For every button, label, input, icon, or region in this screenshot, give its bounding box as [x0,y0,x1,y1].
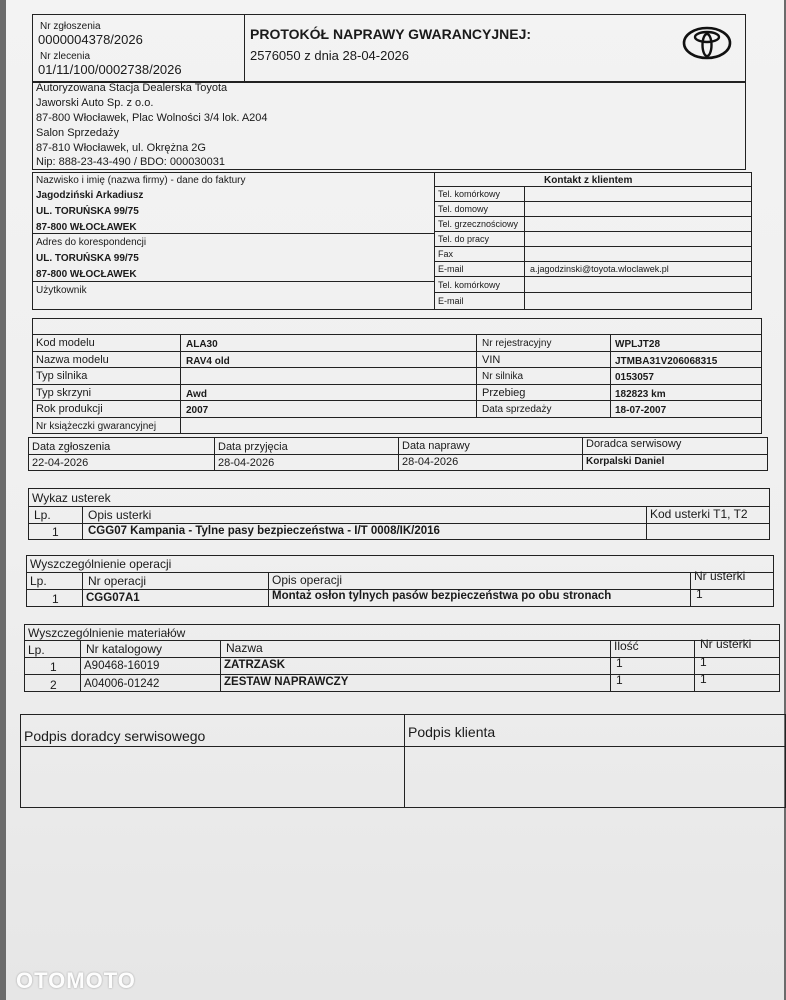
contact-label: Tel. do pracy [438,234,490,244]
nr-zlecenia-value: 01/11/100/0002738/2026 [38,62,182,77]
contact-label: Fax [438,249,454,259]
mileage-value: 182823 km [615,389,666,400]
user-label: Użytkownik [36,285,87,296]
material-fault-number: 1 [700,672,707,686]
gearbox-value: Awd [186,389,207,400]
model-code-value: ALA30 [186,339,218,350]
correspondence-label: Adres do korespondencji [36,237,147,248]
dealer-line: Nip: 888-23-43-490 / BDO: 000030031 [36,156,225,168]
contact-email-value: a.jagodzinski@toyota.wloclawek.pl [530,264,669,274]
registration-value: WPLJT28 [615,339,661,350]
production-year-value: 2007 [186,405,209,416]
vehicle-label: Typ skrzyni [36,387,92,399]
sale-date-value: 18-07-2007 [615,405,667,416]
dealer-line: Jaworski Auto Sp. z o.o. [36,97,154,109]
client-signature-field[interactable] [405,747,785,807]
material-name: ZESTAW NAPRAWCZY [224,676,349,688]
client-name-label: Nazwisko i imię (nazwa firmy) - dane do faktury [36,175,246,186]
vehicle-label: Kod modelu [36,337,95,349]
vehicle-label: Przebieg [482,387,526,399]
toyota-logo [682,26,732,60]
contact-label: Tel. domowy [438,204,489,214]
engine-number-value: 0153057 [615,372,654,383]
fault-description: CGG07 Kampania - Tylne pasy bezpieczeństwa - I/T 0008/IK/2016 [88,525,440,537]
vehicle-label: Nr książeczki gwarancyjnej [36,421,157,432]
col-fault-description: Opis usterki [88,508,152,522]
vin-value: JTMBA31V206068315 [615,356,718,367]
col-quantity: Ilość [614,639,639,653]
dealer-line: 87-800 Włocławek, Plac Wolności 3/4 lok. A204 [36,112,268,124]
date-label: Doradca serwisowy [586,438,682,450]
contact-label: Tel. komórkowy [438,189,501,199]
correspondence-city: 87-800 WŁOCŁAWEK [36,269,137,280]
material-catalog-number: A90468-16019 [84,660,160,672]
vehicle-label: VIN [482,354,501,366]
otomoto-watermark: OTOMOTO [16,968,136,993]
repair-date-value: 28-04-2026 [402,456,459,468]
col-lp: Lp. [34,508,51,522]
material-quantity: 1 [616,673,623,687]
contact-label: E-mail [438,264,464,274]
col-fault-code: Kod usterki T1, T2 [650,507,748,521]
advisor-signature-field[interactable] [21,747,403,807]
vehicle-label: Nazwa modelu [36,354,109,366]
col-lp: Lp. [28,643,45,657]
material-quantity: 1 [616,656,623,670]
vehicle-label: Typ silnika [36,370,88,382]
document-title: PROTOKÓŁ NAPRAWY GWARANCYJNEJ: [250,26,532,42]
contact-title: Kontakt z klientem [544,175,633,186]
vehicle-label: Nr silnika [482,371,524,382]
operation-lp: 1 [52,592,59,606]
operation-description: Montaż osłon tylnych pasów bezpieczeństwa po obu stronach [272,590,612,602]
date-label: Data zgłoszenia [32,441,111,453]
document-page [6,0,784,1000]
vehicle-label: Nr rejestracyjny [482,338,552,349]
contact-label: E-mail [438,296,464,306]
nr-zlecenia-label: Nr zlecenia [40,51,91,62]
document-subtitle: 2576050 z dnia 28-04-2026 [250,48,410,63]
date-label: Data naprawy [402,440,470,452]
advisor-value: Korpalski Daniel [586,456,665,467]
operation-fault-number: 1 [696,587,703,601]
model-name-value: RAV4 old [186,356,230,367]
client-signature-label: Podpis klienta [408,724,496,740]
col-lp: Lp. [30,574,47,588]
nr-zgloszenia-label: Nr zgłoszenia [40,21,101,32]
faults-title: Wykaz usterek [32,491,111,505]
client-street: UL. TORUŃSKA 99/75 [36,206,139,217]
date-label: Data przyjęcia [218,441,288,453]
col-fault-number: Nr usterki [700,637,752,651]
fault-lp: 1 [52,525,59,539]
material-lp: 2 [50,678,57,692]
client-city: 87-800 WŁOCŁAWEK [36,222,137,233]
dealer-line: Salon Sprzedaży [36,127,120,139]
col-fault-number: Nr usterki [694,569,746,583]
operations-title: Wyszczególnienie operacji [30,557,172,571]
col-catalog-number: Nr katalogowy [86,642,163,656]
operation-number: CGG07A1 [86,592,140,604]
materials-title: Wyszczególnienie materiałów [28,626,186,640]
contact-label: Tel. komórkowy [438,280,501,290]
dealer-line: 87-810 Włocławek, ul. Okrężna 2G [36,142,206,154]
contact-label: Tel. grzecznościowy [438,219,519,229]
col-name: Nazwa [226,641,263,655]
material-fault-number: 1 [700,655,707,669]
material-catalog-number: A04006-01242 [84,678,160,690]
report-date-value: 22-04-2026 [32,457,89,469]
col-operation-description: Opis operacji [272,573,343,587]
intake-date-value: 28-04-2026 [218,457,275,469]
col-operation-number: Nr operacji [88,574,147,588]
correspondence-street: UL. TORUŃSKA 99/75 [36,253,139,264]
client-name: Jagodziński Arkadiusz [36,190,144,201]
vehicle-label: Rok produkcji [36,403,103,415]
vehicle-label: Data sprzedaży [482,404,552,415]
advisor-signature-label: Podpis doradcy serwisowego [24,728,206,744]
dealer-line: Autoryzowana Stacja Dealerska Toyota [36,82,228,94]
nr-zgloszenia-value: 0000004378/2026 [38,32,143,47]
material-name: ZATRZASK [224,659,286,671]
material-lp: 1 [50,660,57,674]
